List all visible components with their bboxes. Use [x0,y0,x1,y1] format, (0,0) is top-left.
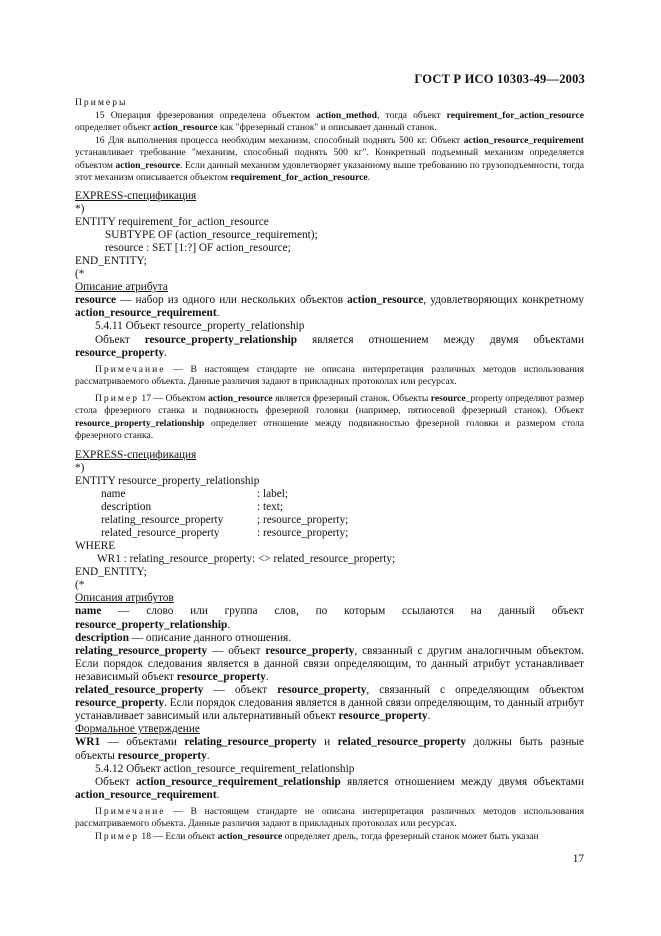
section-5-4-11-text: Объект resource_property_relationship является отношением между двумя объектами resource_property. [75,333,584,359]
express-open-2: *) [75,461,85,474]
example-17: Пример 17 — Объектом action_resource является фрезерный станок. Объекты resource_property определяют размер стола фрезерного станка и подвижность фрезерной головки (например, пятиосевой фрезерный станок). Объект resource_property_relationship определяет отношение между подвижностью фрезерной головки и размером стола фрезерного станка. [75,392,584,442]
examples-heading: Примеры [75,97,128,108]
express-close-1: (* [75,268,85,281]
entity-line: ENTITY requirement_for_action_resource [75,215,269,228]
page-number: 17 [572,853,584,865]
note-2: Примечание — В настоящем стандарте не описана интерпретация различных методов использования рассматриваемого объекта. Данные различия задают в прикладных протоколах или ресурсах. [75,805,584,830]
where-line: WHERE [75,540,116,552]
end-entity-line: END_ENTITY; [75,254,147,267]
entity-line-2: ENTITY resource_property_relationship [75,474,260,487]
section-5-4-12-text: Объект action_resource_requirement_relationship является отношением между двумя объектами action_resource_requirement. [75,775,584,801]
description-attribute-desc: description — описание данного отношения. [75,631,292,644]
section-5-4-11-title: 5.4.11 Объект resource_property_relationship [95,320,305,333]
resource-attr-line: resource : SET [1:?] OF action_resource; [105,241,291,254]
section-5-4-12-title: 5.4.12 Объект action_resource_requirement_relationship [95,762,355,775]
attr-row-description: description : text; [101,501,284,513]
formal-statement-heading: Формальное утверждение [75,723,200,736]
note-1: Примечание — В настоящем стандарте не описана интерпретация различных методов использования рассматриваемого объекта. Данные различия задают в прикладных протоколах или ресурсах. [75,363,584,388]
document-header: ГОСТ Р ИСО 10303-49—2003 [414,72,585,86]
name-attribute-desc: name — слово или группа слов, по которым ссылаются на данный объект resource_property_relationship. [75,605,584,631]
attr-row-relating: relating_resource_property ; resource_property; [101,514,349,526]
example-18: Пример 18 — Если объект action_resource определяет дрель, тогда фрезерный станок может быть указан [95,830,539,842]
subtype-line: SUBTYPE OF (action_resource_requirement); [105,228,318,241]
attr-row-name: name : label; [101,488,289,500]
page-content [75,97,584,843]
resource-attribute-desc: resource — набор из одного или нескольких объектов action_resource, удовлетворяющих конкретному action_resource_requirement. [75,294,584,320]
example-15: 15 Операция фрезерования определена объектом action_method, тогда объект requirement_for_action_resource определяет объект action_resource как "фрезерный станок" и описывает данный станок. [75,109,584,133]
related-attribute-desc: related_resource_property — объект resource_property, связанный с определяющим объектом resource_property. Если порядок следования является в данной связи определяющим, то данный атрибут устанавливает зависимый или альтернативный объект resource_property. [75,684,584,723]
express-close-2: (* [75,579,85,592]
attr-row-related: related_resource_property : resource_property; [101,527,349,539]
end-entity-line-2: END_ENTITY; [75,566,147,579]
express-spec-heading-1: EXPRESS-спецификация [75,189,197,202]
relating-attribute-desc: relating_resource_property — объект resource_property, связанный с другим аналогичным объектом. Если порядок следования является в данной связи определяющим, то данный атрибут устанавливает независимый объект resource_property. [75,644,584,683]
attribute-description-heading: Описание атрибута [75,281,168,294]
example-16: 16 Для выполнения процесса необходим механизм, способный поднять 500 кг. Объект action_resource_requirement устанавливает требование "механизм, способный поднять 500 кг". Конкретный подъемный механизм определяется объектом action_resource. Если данный механизм удовлетворяет указанному выше требованию по грузоподъемности, тогда этот механизм описывается объектом requirement_for_action_resource. [75,134,585,183]
formal-statement-wr1: WR1 — объектами relating_resource_property и related_resource_property должны быть разные объекты resource_property. [75,736,584,762]
wr1-line: WR1 : relating_resource_property: <> related_resource_property; [97,553,396,566]
express-open-1: *) [75,202,85,215]
express-spec-heading-2: EXPRESS-спецификация [75,448,197,461]
attributes-description-heading: Описания атрибутов [75,592,174,605]
